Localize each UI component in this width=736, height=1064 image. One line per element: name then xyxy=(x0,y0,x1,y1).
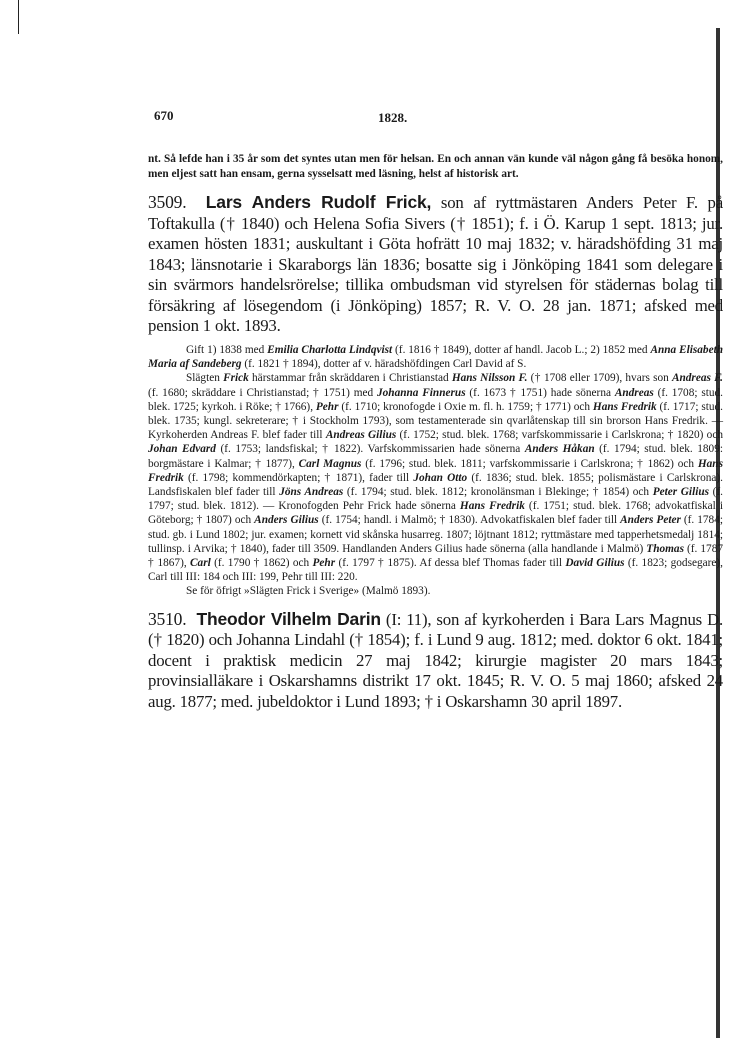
note-text: härstammar från skräddaren i Christianstad xyxy=(248,372,452,385)
note-text: (f. 1673 † 1751) hade sönerna xyxy=(465,386,615,399)
italic-name: Johan Edvard xyxy=(148,443,216,456)
entry-name: Theodor Vilhelm Darin xyxy=(196,608,381,629)
note-text: (f. 1794; stud. blek. 1809: borgmästare i Kalmar; † 1877), xyxy=(148,443,723,470)
note-text: (f. 1823; godsegare), Carl till III: 184 och III: 199, Pehr till III: 220. xyxy=(148,556,724,584)
italic-name: Carl xyxy=(190,556,211,569)
note-text: († 1708 eller 1709), hvars son xyxy=(527,372,672,385)
page-edge-mark xyxy=(18,0,19,34)
entry-body xyxy=(148,192,723,337)
entry-3509 xyxy=(148,192,728,598)
note-text: (f. 1816 † 1849), dotter af handl. Jacob L.; 2) 1852 med xyxy=(392,343,651,356)
italic-name: Anders Peter xyxy=(620,514,681,527)
italic-name: Johanna Finnerus xyxy=(376,386,466,399)
italic-name: Johan Otto xyxy=(413,471,468,484)
note-text: (f. 1708; stud. blek. 1725; kyrkoh. i Röke; † 1766), xyxy=(148,386,723,413)
italic-name: Pehr xyxy=(312,556,336,569)
note-text: Gift 1) 1838 med xyxy=(186,343,268,356)
note-marriage xyxy=(148,343,723,371)
note-text: (f. 1790 † 1862) och xyxy=(210,556,313,569)
entry-3510 xyxy=(148,609,728,713)
italic-name: Anna Elisabeth Maria af Sandeberg xyxy=(148,343,724,371)
italic-name: Carl Magnus xyxy=(298,457,362,470)
page-number: 670 xyxy=(154,108,174,123)
note-text: (f. 1751; stud. blek. 1768; advokatfiskal i Göteborg; † 1807) och xyxy=(148,500,723,527)
italic-name: Hans Fredrik xyxy=(459,500,525,513)
note-text: (f. 1754; handl. i Malmö; † 1830). Advokatfiskalen blef fader till xyxy=(318,514,621,527)
note-text: (f. 1797; stud. blek. 1812). — Kronofogden Pehr Frick hade sönerna xyxy=(148,485,724,513)
italic-name: Hans Nilsson F. xyxy=(451,372,528,385)
note-text: (f. 1680; skräddare i Christianstad; † 1751) med xyxy=(148,386,377,399)
note-text: Slägten xyxy=(186,372,224,385)
italic-name: David Gilius xyxy=(565,556,625,569)
note-text: (f. 1784; stud. gb. i Lund 1802; jur. examen; kornett vid skånska husarreg. 1807; löjtnant 1812; ryttmästare med tapperhetsmedalj 1814; tullinsp. i Arvika; † 1840), fader till 3509. Handlanden Anders Gilius hade sönerna (alla handlande i Malmö) xyxy=(148,514,723,555)
entry-notes xyxy=(148,343,728,599)
entry-text: son af ryttmästaren Anders Peter F. på Toftakulla († 1840) och Helena Sofia Sivers († 1851); f. i Ö. Karup 1 sept. 1813; jur. examen hösten 1831; auskultant i Göta hofrätt 10 maj 1832; v. häradshöfding 31 maj 1843; länsnotarie i Skaraborgs län 1836; bosatte sig i Jönköping 1841 som delegare i sin svärmors handelsrörelse; tillika ombudsman vid styrelsen för städernas bolag till försäkring af lösegendom (i Jönköping) 1857; R. V. O. 28 jan. 1871; afsked med pension 1 okt. 1893. xyxy=(148,193,723,336)
note-text: (f. 1836; stud. blek. 1855; polismästare i Carlskrona). Landsfiskalen blef fader till xyxy=(148,471,723,498)
note-text: (f. 1796; stud. blek. 1811; varfskommissarie i Carlskrona; † 1862) och xyxy=(361,457,698,470)
entry-text: (I: 11), son af kyrkoherden i Bara Lars Magnus D. († 1820) och Johanna Lindahl († 1854); f. i Lund 9 aug. 1812; med. doktor 6 okt. 1841; docent i praktisk medicin 27 maj 1842; kirurgie magister 20 mars 1843; provinsialläkare i Oskarshamns distrikt 17 okt. 1845; R. V. O. 5 maj 1860; afsked 24 aug. 1877; med. jubeldoktor i Lund 1893; † i Oskarshamn 30 april 1897. xyxy=(148,609,723,711)
running-head xyxy=(148,104,728,124)
italic-name: Andreas xyxy=(614,386,654,399)
italic-name: Pehr xyxy=(315,400,339,413)
italic-name: Emilia Charlotta Lindqvist xyxy=(267,343,393,356)
book-page xyxy=(148,104,728,712)
entry-name: Lars Anders Rudolf Frick, xyxy=(205,192,432,213)
page-year: 1828. xyxy=(378,110,408,125)
note-text: (f. 1710; kronofogde i Oxie m. fl. h. 1759; † 1771) och xyxy=(338,400,593,413)
note-family-history xyxy=(148,371,723,584)
note-text: (f. 1752; stud. blek. 1768; varfskommissarie i Carlskrona; † 1820) och xyxy=(396,429,723,442)
continuation-paragraph: nt. Så lefde han i 35 år som det syntes utan men för helsan. En och annan vän kunde väl någon gång få besöka honom, men eljest satt han ensam, gerna sysselsatt med läsning, helst af historisk art. xyxy=(148,153,723,181)
italic-name: Hans Fredrik xyxy=(148,457,723,484)
note-text: (f. 1798; kommendörkapten; † 1871), fader till xyxy=(183,471,414,484)
italic-name: Peter Gilius xyxy=(652,485,710,498)
note-reference: Se för öfrigt »Slägten Frick i Sverige» (Malmö 1893). xyxy=(186,585,431,598)
note-text: (f. 1797 † 1875). Af dessa blef Thomas fader till xyxy=(335,556,566,569)
note-text: (f. 1787 † 1867), xyxy=(148,542,723,569)
note-text: (f. 1821 † 1894), dotter af v. häradshöfdingen Carl David af S. xyxy=(241,358,527,371)
italic-name: Andreas F. xyxy=(671,372,723,385)
entry-number: 3510. xyxy=(148,608,187,629)
italic-name: Thomas xyxy=(646,542,684,555)
note-text: (f. 1753; landsfiskal; † 1822). Varfskommissarien hade sönerna xyxy=(215,443,525,456)
note-text: (f. 1717; stud. blek. 1735; kungl. sekreterare; † i Stockholm 1793), som testamenterade sin qvarlåtenskap till sin brorson Hans Fredrik. — Kyrkoherden Andreas F. blef fader till xyxy=(148,400,724,442)
italic-name: Anders Gilius xyxy=(254,514,319,527)
entry-number: 3509. xyxy=(148,192,187,213)
italic-name: Hans Fredrik xyxy=(592,400,657,413)
italic-name: Andreas Gilius xyxy=(325,429,397,442)
italic-name: Jöns Andreas xyxy=(279,485,344,498)
italic-name: Frick xyxy=(223,372,249,385)
italic-name: Anders Håkan xyxy=(524,443,595,456)
note-text: (f. 1794; stud. blek. 1812; kronolänsman i Blekinge; † 1854) och xyxy=(343,485,653,498)
entry-body xyxy=(148,609,723,713)
